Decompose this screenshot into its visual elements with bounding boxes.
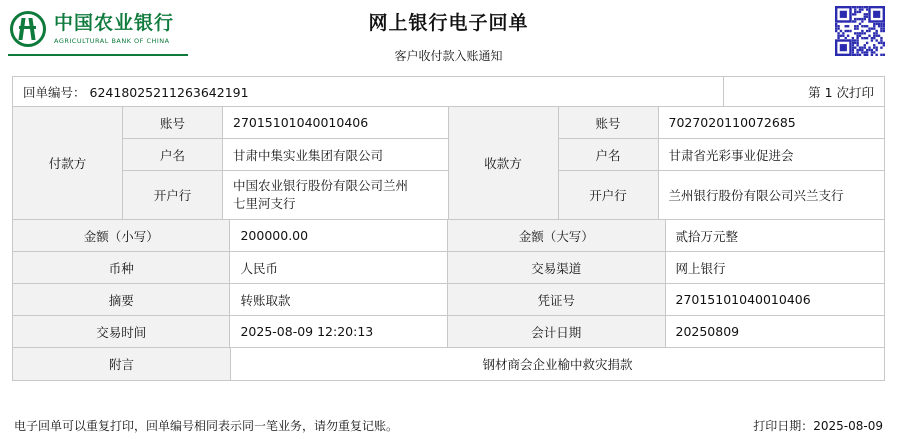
payee-bank-value: 兰州银行股份有限公司兴兰支行 — [668, 188, 844, 203]
receipt-table — [12, 76, 885, 381]
accounting-date-value: 20250809 — [675, 324, 740, 339]
payer-account-value: 27015101040010406 — [233, 115, 369, 130]
page-title: 网上银行电子回单 — [368, 12, 529, 34]
payee-account-label: 账号 — [559, 107, 659, 138]
page-header — [0, 0, 897, 68]
receipt-number-row — [13, 77, 884, 107]
payer-label: 付款方 — [13, 107, 123, 219]
page-subtitle: 客户收付款入账通知 — [394, 49, 503, 63]
receipt-number-cell — [13, 77, 724, 107]
amount-lower-value: 200000.00 — [230, 220, 448, 251]
bank-name-cn: 中国农业银行 — [54, 11, 175, 34]
print-date: 打印日期：2025-08-09 — [753, 419, 883, 433]
payer-bank-value — [223, 171, 448, 219]
accounting-date-label: 会计日期 — [448, 316, 665, 347]
payee-account-value: 7027020110072685 — [668, 115, 796, 130]
payer-bank-label: 开户行 — [123, 171, 223, 219]
remark-label: 附言 — [13, 348, 231, 380]
qr-code-icon — [835, 6, 885, 56]
payee-label: 收款方 — [449, 107, 559, 219]
payee-bank-label: 开户行 — [559, 171, 659, 219]
payer-bank-line1: 中国农业银行股份有限公司兰州 — [233, 178, 409, 193]
currency-label: 币种 — [13, 252, 230, 283]
payee-section — [449, 107, 885, 219]
payer-account-row — [123, 107, 448, 139]
amount-upper-label: 金额（大写） — [448, 220, 665, 251]
summary-label: 摘要 — [13, 284, 230, 315]
payee-account-row — [559, 107, 885, 139]
payer-bank-line2: 七里河支行 — [233, 196, 296, 212]
payer-name-label: 户名 — [123, 139, 223, 170]
channel-value: 网上银行 — [675, 260, 726, 276]
page-footer — [14, 417, 883, 434]
currency-value: 人民币 — [230, 252, 448, 283]
remark-value: 钢材商会企业榆中救灾捐款 — [482, 357, 633, 372]
amount-lower-label: 金额（小写） — [13, 220, 230, 251]
payee-name-row — [559, 139, 885, 171]
payer-name-row — [123, 139, 448, 171]
voucher-no-value: 27015101040010406 — [675, 292, 811, 307]
footer-note: 电子回单可以重复打印，回单编号相同表示同一笔业务，请勿重复记账。 — [14, 419, 399, 433]
payer-account-label: 账号 — [123, 107, 223, 138]
voucher-no-label: 凭证号 — [448, 284, 665, 315]
payer-bank-row — [123, 171, 448, 219]
print-count: 第 1 次打印 — [808, 85, 874, 100]
payee-name-label: 户名 — [559, 139, 659, 170]
table-row — [13, 316, 884, 348]
payee-bank-row — [559, 171, 885, 219]
amount-upper-value: 贰拾万元整 — [675, 228, 739, 244]
channel-label: 交易渠道 — [448, 252, 665, 283]
payee-name-value: 甘肃省光彩事业促进会 — [668, 147, 794, 163]
party-block — [13, 107, 884, 220]
transaction-time-value: 2025-08-09 12:20:13 — [230, 316, 448, 347]
payer-section — [13, 107, 449, 219]
title-block — [0, 8, 897, 64]
remark-row — [13, 348, 884, 380]
table-row — [13, 252, 884, 284]
transaction-time-label: 交易时间 — [13, 316, 230, 347]
summary-value: 转账取款 — [230, 284, 448, 315]
payer-name-value: 甘肃中集实业集团有限公司 — [233, 147, 384, 163]
receipt-number-label: 回单编号： — [23, 85, 86, 100]
receipt-number-value: 62418025211263642191 — [89, 84, 249, 100]
table-row — [13, 220, 884, 252]
bank-name-en: AGRICULTURAL BANK OF CHINA — [54, 37, 170, 46]
table-row — [13, 284, 884, 316]
